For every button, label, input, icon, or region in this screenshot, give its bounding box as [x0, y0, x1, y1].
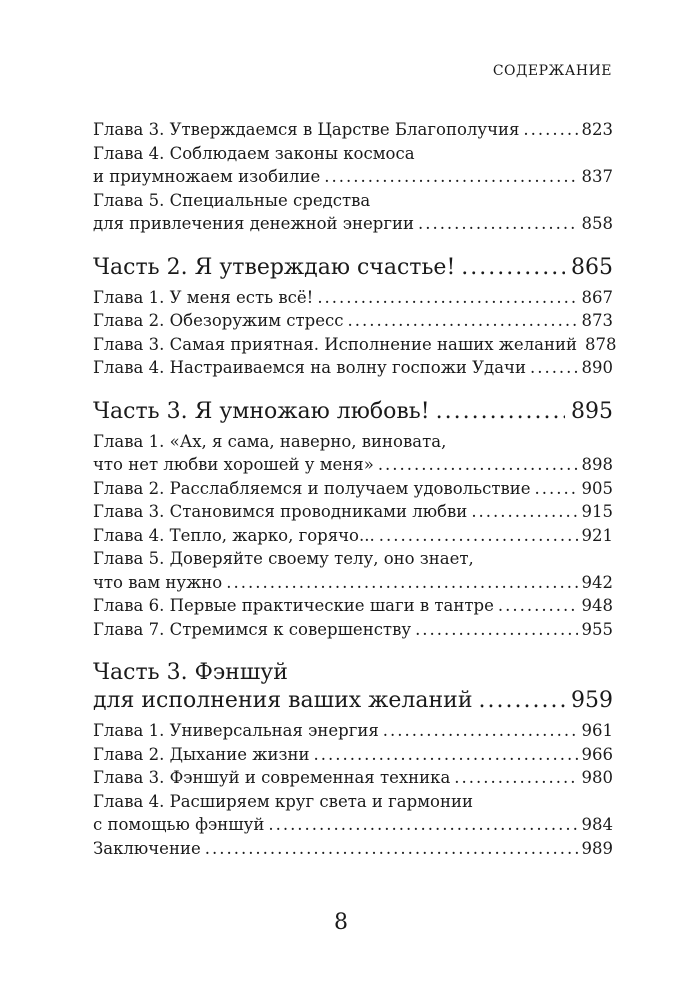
toc-entry-title: Глава 1. У меня есть всё! [93, 287, 314, 307]
toc-entry[interactable] [93, 837, 613, 861]
toc-part-page: 895 [571, 398, 613, 424]
toc-entry[interactable] [93, 430, 613, 477]
toc-entry-title: Глава 2. Расслабляемся и получаем удовольствие [93, 478, 531, 498]
toc-entry[interactable] [93, 547, 613, 594]
toc-entry[interactable] [93, 719, 613, 743]
toc-entry[interactable] [93, 189, 613, 236]
toc-entry-title: Глава 1. «Ах, я сама, наверно, виновата, [93, 431, 447, 451]
toc-entry-title: Заключение [93, 838, 201, 858]
toc-entry-page: 961 [581, 721, 613, 740]
toc-entry[interactable] [93, 500, 613, 524]
toc-entry[interactable] [93, 356, 613, 380]
leader-dots [415, 618, 577, 642]
leader-dots [535, 477, 578, 501]
toc-entry-title-cont: для привлечения денежной энергии [93, 214, 414, 233]
leader-dots [205, 837, 578, 861]
toc-entry-page: 873 [581, 311, 613, 330]
leader-dots [523, 118, 577, 142]
toc-part-title: Часть 3. Фэншуй [93, 660, 288, 685]
toc-entry-title: Глава 2. Дыхание жизни [93, 744, 310, 764]
toc-entry-page: 905 [581, 478, 613, 498]
leader-dots [436, 398, 565, 426]
toc-entry[interactable] [93, 790, 613, 837]
page-number: 8 [334, 910, 348, 935]
toc-part-title: Часть 2. Я утверждаю счастье! [93, 254, 456, 280]
toc-entry-title-cont: что вам нужно [93, 572, 223, 592]
toc-entry-page: 966 [581, 744, 613, 764]
leader-dots [498, 594, 578, 618]
leader-dots [471, 500, 577, 524]
leader-dots [226, 571, 577, 595]
leader-dots [461, 254, 565, 282]
toc-part-heading[interactable] [93, 659, 613, 715]
leader-dots [324, 165, 577, 189]
leader-dots [347, 309, 577, 333]
toc-part-title: Часть 3. Я умножаю любовь! [93, 398, 430, 424]
toc-entry-title: Глава 4. Тепло, жарко, горячо... [93, 525, 375, 545]
toc-entry-page: 942 [581, 572, 613, 592]
toc-entry[interactable] [93, 743, 613, 767]
toc-entry-title: Глава 7. Стремимся к совершенству [93, 619, 412, 639]
toc-entry-title: Глава 4. Соблюдаем законы космоса [93, 143, 415, 163]
toc-entry-page: 858 [581, 214, 613, 233]
toc-entry-page: 823 [581, 120, 613, 139]
toc-entry[interactable] [93, 618, 613, 642]
leader-dots [383, 719, 578, 743]
toc-entry-page: 984 [581, 815, 613, 834]
toc-entry-title: Глава 2. Обезоружим стресс [93, 311, 344, 330]
leader-dots [317, 286, 577, 310]
toc-entry-title-cont: с помощью фэншуй [93, 815, 265, 834]
toc-entry[interactable] [93, 477, 613, 501]
toc-entry-title: Глава 4. Настраиваемся на волну госпожи Удачи [93, 358, 526, 377]
leader-dots [379, 524, 578, 548]
leader-dots [418, 212, 578, 236]
toc-entry-title: Глава 3. Утверждаемся в Царстве Благополучия [93, 120, 520, 139]
toc-entry-page: 955 [581, 619, 613, 639]
toc-entry[interactable] [93, 594, 613, 618]
toc-entry-title: Глава 1. Универсальная энергия [93, 721, 379, 740]
toc-entry-page: 878 [585, 334, 617, 354]
leader-dots [378, 453, 578, 477]
toc-entry[interactable] [93, 118, 613, 142]
toc-entry-page: 989 [581, 838, 613, 858]
toc-part-title-cont: для исполнения ваших желаний [93, 688, 473, 713]
toc-entry[interactable] [93, 766, 613, 790]
leader-dots [530, 356, 578, 380]
toc-entry-title: Глава 3. Самая приятная. Исполнение наших желаний [93, 334, 578, 354]
toc-entry[interactable] [93, 333, 617, 357]
toc-part-page: 865 [571, 254, 613, 280]
leader-dots [454, 766, 577, 790]
toc-part-heading[interactable] [93, 398, 613, 426]
toc-entry[interactable] [93, 309, 613, 333]
leader-dots [268, 813, 577, 837]
toc-entry-title: Глава 4. Расширяем круг света и гармонии [93, 791, 473, 811]
table-of-contents [93, 118, 617, 860]
toc-entry-title: Глава 6. Первые практические шаги в тантре [93, 596, 494, 615]
toc-entry-title: Глава 5. Доверяйте своему телу, оно знает, [93, 549, 474, 568]
toc-part-heading[interactable] [93, 254, 613, 282]
toc-entry-page: 837 [581, 167, 613, 186]
toc-part-page: 959 [571, 688, 613, 713]
toc-entry[interactable] [93, 524, 613, 548]
toc-entry[interactable] [93, 286, 613, 310]
toc-entry-title-cont: что нет любви хорошей у меня» [93, 455, 374, 474]
toc-entry-title-cont: и приумножаем изобилие [93, 167, 321, 186]
toc-entry-title: Глава 5. Специальные средства [93, 190, 371, 210]
toc-entry-page: 867 [581, 287, 613, 307]
toc-entry-page: 898 [581, 455, 613, 474]
toc-entry-page: 890 [581, 358, 613, 377]
running-header: СОДЕРЖАНИЕ [492, 63, 612, 79]
toc-entry-title: Глава 3. Становимся проводниками любви [93, 502, 468, 521]
leader-dots [479, 687, 566, 715]
toc-entry-page: 948 [581, 596, 613, 615]
toc-entry-page: 915 [581, 502, 613, 521]
toc-entry-page: 980 [581, 768, 613, 787]
leader-dots [313, 743, 577, 767]
toc-entry-page: 921 [581, 525, 613, 545]
toc-entry-title: Глава 3. Фэншуй и современная техника [93, 768, 451, 787]
toc-entry[interactable] [93, 142, 613, 189]
